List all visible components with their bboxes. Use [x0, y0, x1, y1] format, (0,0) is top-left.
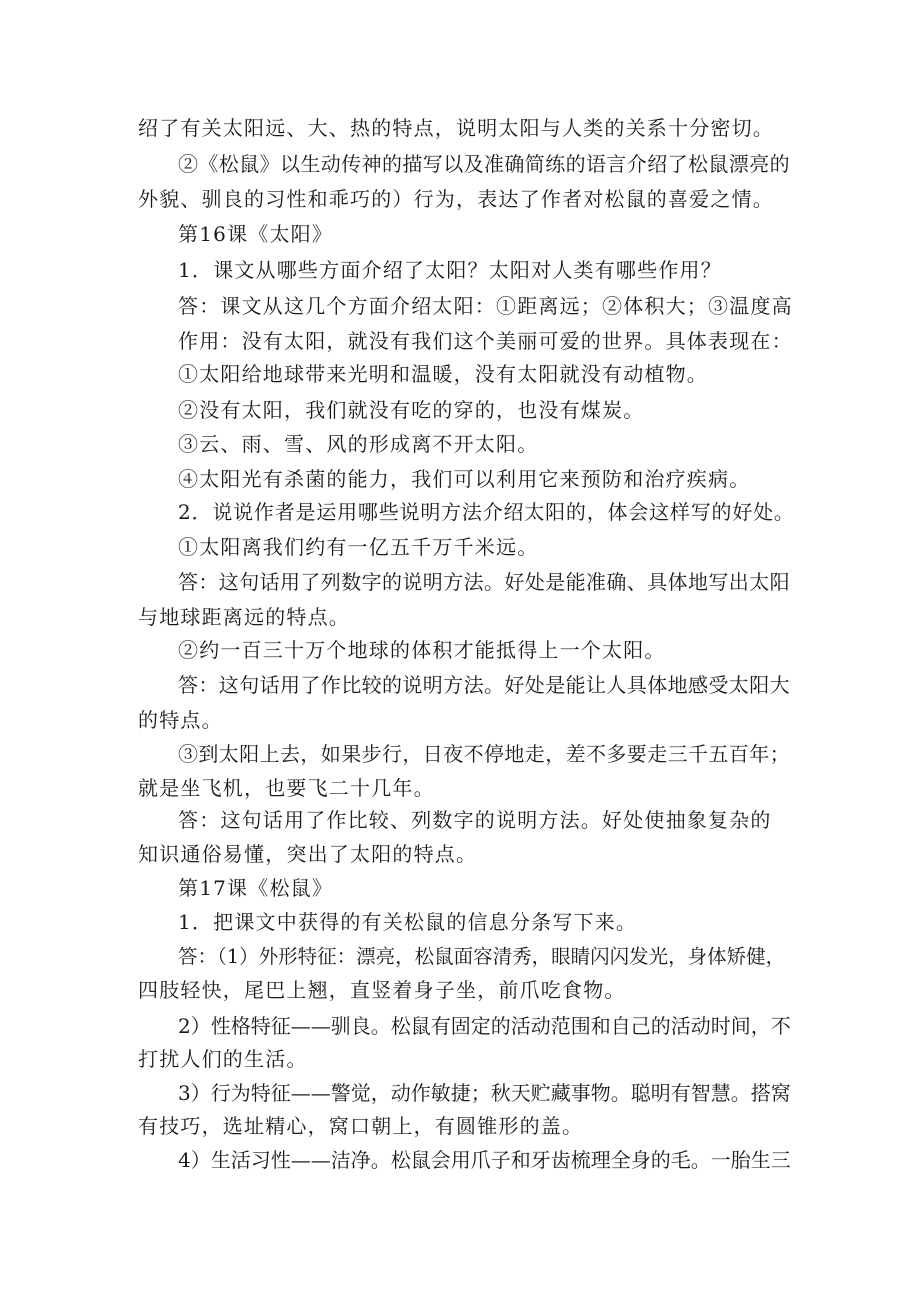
text-line: ②《松鼠》以生动传神的描写以及准确简练的语言介绍了松鼠漂亮的	[178, 152, 790, 176]
question-line: 2．说说作者是运用哪些说明方法介绍太阳的，体会这样写的好处。	[178, 500, 795, 524]
lesson-heading: 第16课《太阳》	[178, 222, 334, 246]
text-line: ①太阳给地球带来光明和温暖，没有太阳就没有动植物。	[178, 362, 708, 386]
text-line: ②没有太阳，我们就没有吃的穿的，也没有煤炭。	[178, 398, 645, 422]
text-line: 绍了有关太阳远、大、热的特点，说明太阳与人类的关系十分密切。	[138, 116, 774, 140]
text-line: 答：这句话用了作比较的说明方法。好处是能让人具体地感受太阳大	[178, 673, 790, 697]
text-line: 知识通俗易懂，突出了太阳的特点。	[138, 842, 478, 866]
text-line: ①太阳离我们约有一亿五千万千米远。	[178, 535, 539, 559]
text-line: 答：（1）外形特征：漂亮，松鼠面容清秀，眼睛闪闪发光，身体矫健，	[178, 945, 786, 968]
text-line: 3）行为特征——警觉，动作敏捷；秋天贮藏事物。聪明有智慧。搭窝	[178, 1081, 791, 1105]
text-line: ④太阳光有杀菌的能力，我们可以利用它来预防和治疗疾病。	[178, 467, 751, 491]
text-line: 有技巧，选址精心，窝口朝上，有圆锥形的盖。	[138, 1114, 584, 1138]
text-line: 打扰人们的生活。	[138, 1047, 308, 1071]
question-line: 1．把课文中获得的有关松鼠的信息分条写下来。	[178, 910, 638, 934]
text-line: 答：课文从这几个方面介绍太阳：①距离远；②体积大；③温度高	[178, 294, 793, 318]
text-line: 答：这句话用了列数字的说明方法。好处是能准确、具体地写出太阳	[178, 570, 790, 594]
text-line: 就是坐飞机，也要飞二十几年。	[138, 776, 435, 800]
text-line: 与地球距离远的特点。	[138, 605, 350, 629]
text-line: 的特点。	[138, 708, 223, 732]
text-line: ②约一百三十万个地球的体积才能抵得上一个太阳。	[178, 638, 666, 662]
text-line: 外貌、驯良的习性和乖巧的）行为，表达了作者对松鼠的喜爱之情。	[138, 187, 774, 211]
text-line: 4）生活习性——洁净。松鼠会用爪子和牙齿梳理全身的毛。一胎生三	[178, 1148, 791, 1172]
text-line: 答：这句话用了作比较、列数字的说明方法。好处使抽象复杂的	[178, 808, 772, 832]
text-line: 四肢轻快，尾巴上翘，直竖着身子坐，前爪吃食物。	[138, 978, 626, 1002]
question-line: 1．课文从哪些方面介绍了太阳？太阳对人类有哪些作用？	[178, 258, 722, 282]
text-line: ③到太阳上去，如果步行，日夜不停地走，差不多要走三千五百年；	[178, 742, 790, 766]
text-line: 2）性格特征——驯良。松鼠有固定的活动范围和自己的活动时间，不	[178, 1014, 791, 1038]
lesson-heading: 第17课《松鼠》	[178, 876, 334, 900]
text-line: ③云、雨、雪、风的形成离不开太阳。	[178, 432, 539, 456]
text-line: 作用：没有太阳，就没有我们这个美丽可爱的世界。具体表现在：	[178, 329, 793, 353]
